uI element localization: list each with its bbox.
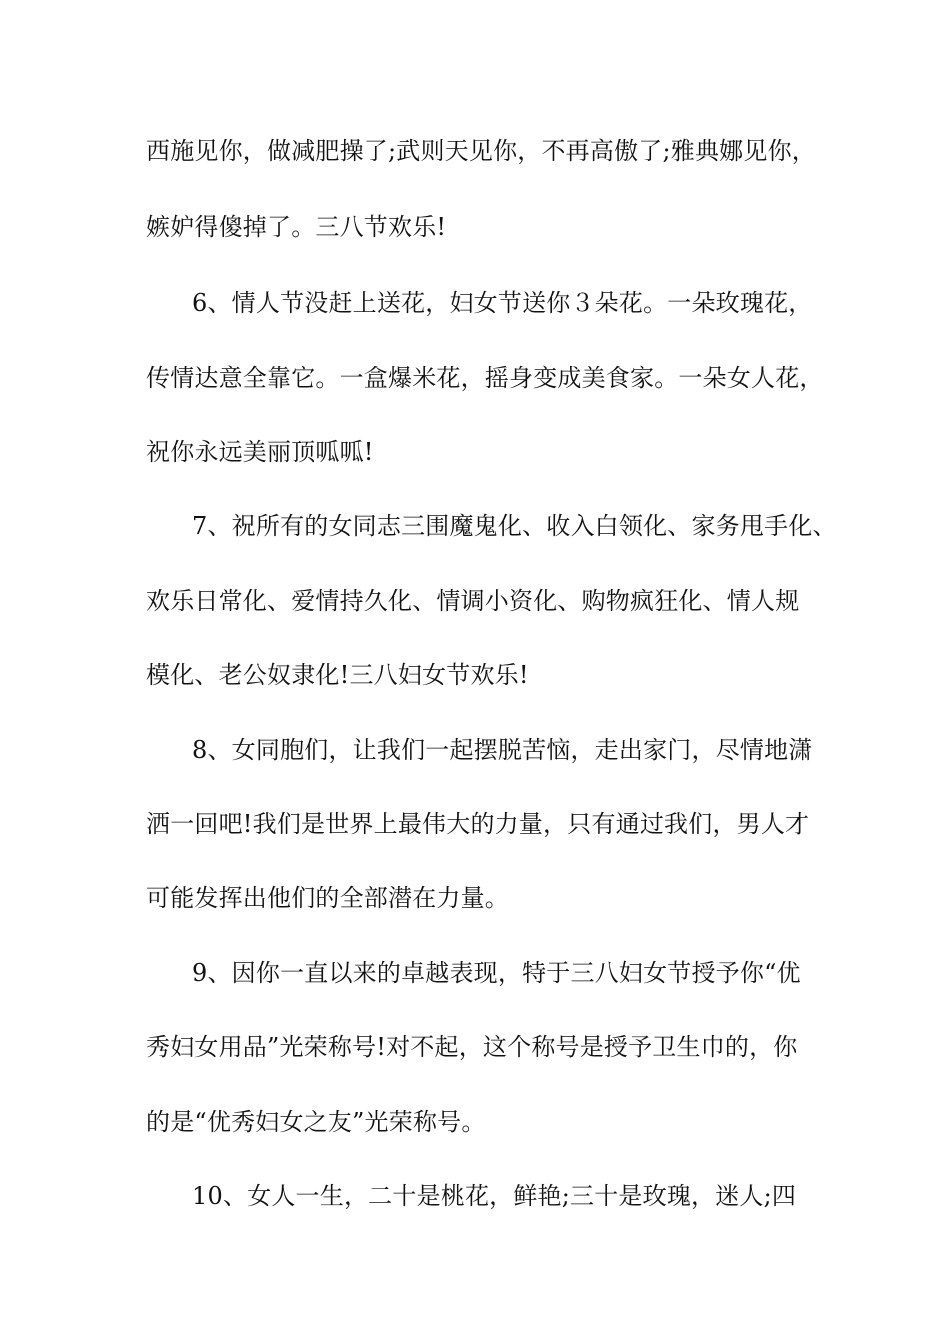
text-line: 秀妇女用品”光荣称号!对不起，这个称号是授予卫生巾的，你 [146, 1033, 798, 1061]
text-line: 的是“优秀妇女之友”光荣称号。 [146, 1108, 486, 1136]
text-line: 洒一回吧!我们是世界上最伟大的力量，只有通过我们，男人才 [146, 810, 810, 838]
text-line: 嫉妒得傻掉了。三八节欢乐! [146, 213, 447, 241]
paragraph-start-line: 7、祝所有的女同志三围魔鬼化、收入白领化、家务甩手化、 [192, 512, 837, 540]
text-line: 模化、老公奴隶化!三八妇女节欢乐! [146, 661, 529, 689]
paragraph-start-line: 8、女同胞们，让我们一起摆脱苦恼，走出家门，尽情地潇 [192, 736, 813, 764]
text-line: 西施见你，做减肥操了;武则天见你，不再高傲了;雅典娜见你， [146, 137, 816, 165]
paragraph-start-line: 6、情人节没赶上送花，妇女节送你３朵花。一朵玫瑰花， [192, 289, 813, 317]
text-line: 可能发挥出他们的全部潜在力量。 [146, 884, 509, 912]
text-line: 传情达意全靠它。一盒爆米花，摇身变成美食家。一朵女人花， [146, 364, 824, 392]
text-line: 欢乐日常化、爱情持久化、情调小资化、购物疯狂化、情人规 [146, 587, 800, 615]
paragraph-start-line: 9、因你一直以来的卓越表现，特于三八妇女节授予你“优 [192, 959, 801, 987]
text-line: 祝你永远美丽顶呱呱! [146, 438, 374, 466]
paragraph-start-line: 10、女人一生，二十是桃花，鲜艳;三十是玫瑰，迷人;四 [192, 1182, 797, 1210]
